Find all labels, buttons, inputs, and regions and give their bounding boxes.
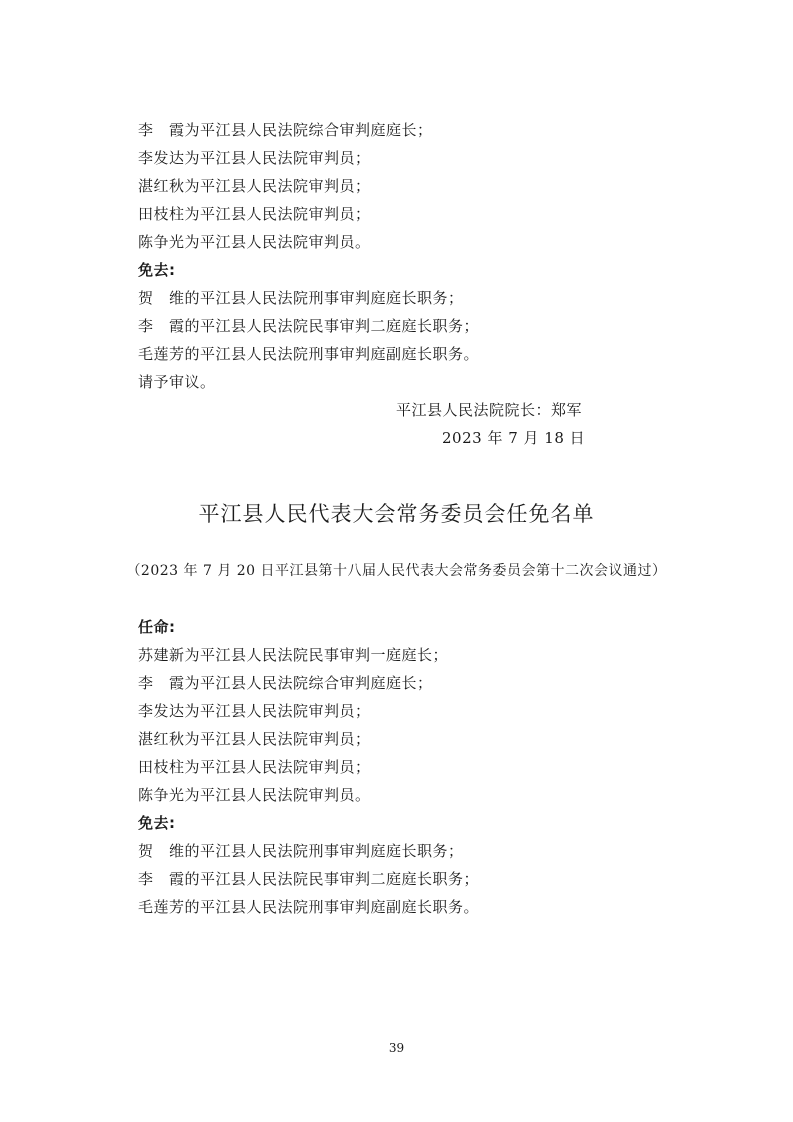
appointment-line: 李 霞为平江县人民法院综合审判庭庭长； — [138, 674, 433, 692]
appoint-heading: 任命: — [138, 618, 176, 636]
request-line: 请予审议。 — [138, 373, 216, 391]
removal-line: 贺 维的平江县人民法院刑事审判庭庭长职务； — [138, 842, 464, 860]
appointment-line: 田枝柱为平江县人民法院审判员； — [138, 758, 371, 776]
appointment-line: 陈争光为平江县人民法院审判员。 — [138, 233, 371, 251]
removal-heading: 免去: — [138, 814, 176, 832]
appointment-line: 李发达为平江县人民法院审判员； — [138, 702, 371, 720]
removal-heading: 免去: — [138, 261, 176, 279]
removal-line: 李 霞的平江县人民法院民事审判二庭庭长职务； — [138, 870, 480, 888]
appointment-line: 李发达为平江县人民法院审判员； — [138, 149, 371, 167]
page-number: 39 — [388, 1041, 405, 1055]
appointment-line: 陈争光为平江县人民法院审判员。 — [138, 786, 371, 804]
appointment-line: 田枝柱为平江县人民法院审判员； — [138, 205, 371, 223]
removal-line: 毛莲芳的平江县人民法院刑事审判庭副庭长职务。 — [138, 345, 480, 363]
document-subtitle: （2023 年 7 月 20 日平江县第十八届人民代表大会常务委员会第十二次会议通过） — [126, 563, 667, 579]
signature: 平江县人民法院院长：郑军 — [396, 401, 583, 419]
removal-line: 毛莲芳的平江县人民法院刑事审判庭副庭长职务。 — [138, 898, 480, 916]
signature-date: 2023 年 7 月 18 日 — [442, 429, 586, 447]
removal-line: 贺 维的平江县人民法院刑事审判庭庭长职务； — [138, 289, 464, 307]
appointment-line: 湛红秋为平江县人民法院审判员； — [138, 730, 371, 748]
appointment-line: 苏建新为平江县人民法院民事审判一庭庭长； — [138, 646, 449, 664]
appointment-line: 湛红秋为平江县人民法院审判员； — [138, 177, 371, 195]
document-title: 平江县人民代表大会常务委员会任免名单 — [198, 502, 595, 526]
removal-line: 李 霞的平江县人民法院民事审判二庭庭长职务； — [138, 317, 480, 335]
appointment-line: 李 霞为平江县人民法院综合审判庭庭长； — [138, 121, 433, 139]
